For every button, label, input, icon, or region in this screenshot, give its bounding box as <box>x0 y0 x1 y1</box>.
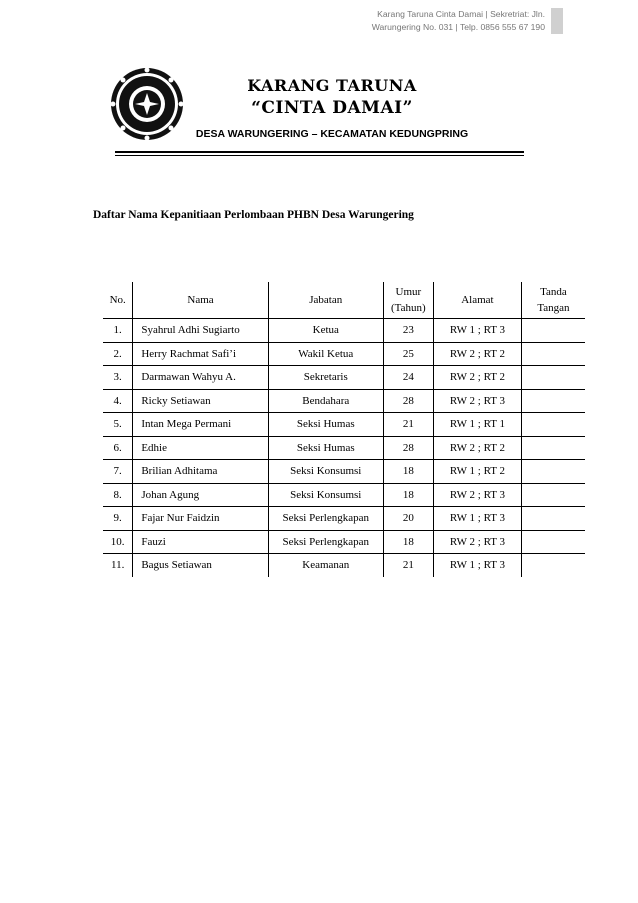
row-name: Fauzi <box>133 530 268 554</box>
header-no: No. <box>103 282 133 319</box>
row-no: 11. <box>110 559 125 572</box>
table-row <box>103 436 585 460</box>
row-role: Seksi Konsumsi <box>268 460 383 484</box>
row-age: 21 <box>383 554 433 577</box>
row-signature <box>521 413 585 437</box>
row-age: 21 <box>383 413 433 437</box>
table-row <box>103 319 585 343</box>
row-no: 4. <box>103 389 133 413</box>
header-age-line-2: (Tahun) <box>391 302 426 314</box>
row-age: 18 <box>383 530 433 554</box>
row-role: Seksi Konsumsi <box>268 483 383 507</box>
header-line-1: Karang Taruna Cinta Damai | Sekretriat: Jln. <box>377 9 545 19</box>
row-address: RW 1 ; RT 1 <box>433 413 521 437</box>
table-header-row <box>103 282 585 319</box>
row-name: Brilian Adhitama <box>133 460 268 484</box>
header-signature-line-1: Tanda <box>540 286 567 298</box>
row-age: 28 <box>383 389 433 413</box>
row-role: Seksi Humas <box>268 413 383 437</box>
row-age: 24 <box>383 366 433 390</box>
row-address: RW 1 ; RT 2 <box>433 460 521 484</box>
row-signature <box>521 530 585 554</box>
row-no: 5. <box>103 413 133 437</box>
row-signature <box>521 436 585 460</box>
row-name: Bagus Setiawan <box>133 554 268 577</box>
row-name: Fajar Nur Faidzin <box>133 507 268 531</box>
header-line-2: Warungering No. 031 | Telp. 0856 555 67 190 <box>371 22 545 32</box>
row-no: 1. <box>103 319 133 343</box>
row-address: RW 2 ; RT 2 <box>433 436 521 460</box>
page-header <box>330 8 545 34</box>
header-name: Nama <box>133 282 268 319</box>
row-address: RW 1 ; RT 3 <box>433 554 521 577</box>
row-name: Edhie <box>133 436 268 460</box>
row-address: RW 2 ; RT 2 <box>433 366 521 390</box>
header-age-line-1: Umur <box>395 286 422 298</box>
row-role: Seksi Perlengkapan <box>268 507 383 531</box>
header-signature-line-2: Tangan <box>537 302 570 314</box>
letterhead-divider <box>115 151 524 156</box>
row-name: Darmawan Wahyu A. <box>133 366 268 390</box>
table-row <box>103 530 585 554</box>
table-row <box>103 342 585 366</box>
header-address: Alamat <box>433 282 521 319</box>
row-signature <box>521 389 585 413</box>
row-name: Syahrul Adhi Sugiarto <box>133 319 268 343</box>
row-age: 25 <box>383 342 433 366</box>
row-no: 9. <box>103 507 133 531</box>
row-address: RW 2 ; RT 3 <box>433 483 521 507</box>
row-no: 7. <box>103 460 133 484</box>
row-no: 6. <box>103 436 133 460</box>
header-signature <box>521 282 585 319</box>
table-row <box>103 554 585 577</box>
row-age: 18 <box>383 483 433 507</box>
row-no: 8. <box>103 483 133 507</box>
row-role: Wakil Ketua <box>268 342 383 366</box>
row-name: Johan Agung <box>133 483 268 507</box>
row-name: Herry Rachmat Safi’i <box>133 342 268 366</box>
header-age <box>383 282 433 319</box>
row-age: 20 <box>383 507 433 531</box>
organization-name: KARANG TARUNA <box>247 76 417 95</box>
row-address: RW 2 ; RT 3 <box>433 389 521 413</box>
organization-address: DESA WARUNGERING – KECAMATAN KEDUNGPRING <box>195 128 469 140</box>
row-signature <box>521 460 585 484</box>
row-signature <box>521 554 585 577</box>
row-address: RW 1 ; RT 3 <box>433 319 521 343</box>
row-age: 28 <box>383 436 433 460</box>
row-no: 3. <box>103 366 133 390</box>
row-name: Intan Mega Permani <box>133 413 268 437</box>
table-row <box>103 413 585 437</box>
row-age: 18 <box>383 460 433 484</box>
table-row <box>103 507 585 531</box>
row-role: Sekretaris <box>268 366 383 390</box>
header-role: Jabatan <box>268 282 383 319</box>
row-no: 2. <box>103 342 133 366</box>
row-role: Seksi Perlengkapan <box>268 530 383 554</box>
row-role: Seksi Humas <box>268 436 383 460</box>
row-signature <box>521 507 585 531</box>
row-signature <box>521 342 585 366</box>
table-row <box>103 389 585 413</box>
organization-motto: “CINTA DAMAI” <box>251 98 413 118</box>
table-row <box>103 460 585 484</box>
document-title: Daftar Nama Kepanitiaan Perlombaan PHBN Desa Warungering <box>93 209 414 221</box>
row-name: Ricky Setiawan <box>133 389 268 413</box>
row-role: Keamanan <box>268 554 383 577</box>
row-no: 10. <box>103 530 133 554</box>
header-marker <box>551 8 563 34</box>
row-address: RW 1 ; RT 3 <box>433 507 521 531</box>
row-age: 23 <box>383 319 433 343</box>
row-address: RW 2 ; RT 2 <box>433 342 521 366</box>
committee-table <box>103 282 585 577</box>
row-role: Bendahara <box>268 389 383 413</box>
row-address: RW 2 ; RT 3 <box>433 530 521 554</box>
row-role: Ketua <box>268 319 383 343</box>
row-signature <box>521 483 585 507</box>
table-row <box>103 366 585 390</box>
row-signature <box>521 319 585 343</box>
table-row <box>103 483 585 507</box>
row-signature <box>521 366 585 390</box>
